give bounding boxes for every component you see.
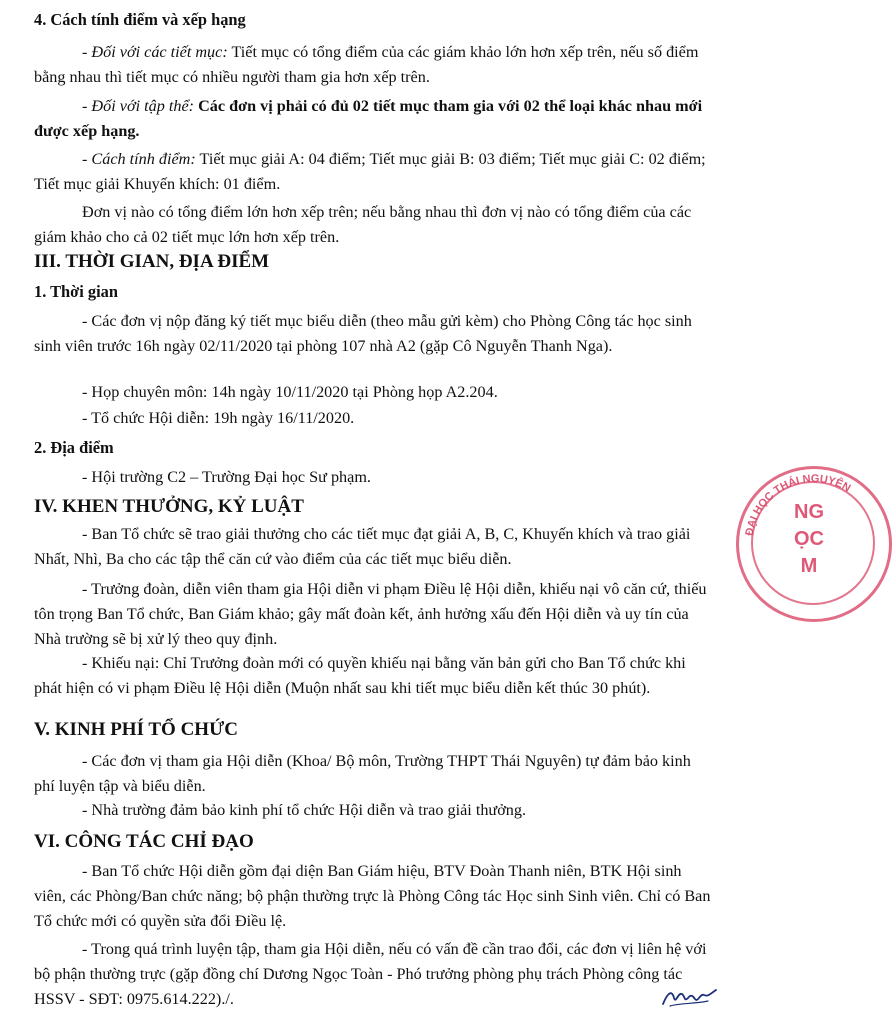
section-heading-scoring: 4. Cách tính điểm và xếp hạng <box>34 10 246 29</box>
paragraph-lead: - Đối với các tiết mục: <box>82 43 228 61</box>
paragraph-venue: - Hội trường C2 – Trường Đại học Sư phạm. <box>82 468 371 486</box>
paragraph-unit-funding: - Các đơn vị tham gia Hội diễn (Khoa/ Bộ môn, Trường THPT Thái Nguyên) tự đảm bảo kinh phí luyện tập và biểu diễn. <box>34 752 691 795</box>
stamp-center-text <box>759 499 859 580</box>
paragraph-awards: - Ban Tổ chức sẽ trao giải thưởng cho các tiết mục đạt giải A, B, C, Khuyến khích và trao giải Nhất, Nhì, Ba cho các tập thể căn cứ vào điểm của các tiết mục biểu diễn. <box>34 525 691 568</box>
stamp-line: ỌC <box>794 528 824 550</box>
paragraph-school-funding: - Nhà trường đảm bảo kinh phí tổ chức Hội diễn và trao giải thưởng. <box>82 801 526 819</box>
paragraph-text: Tiết mục giải A: 04 điểm; Tiết mục giải B: 03 điểm; Tiết mục giải C: 02 điểm; Tiết mục giải Khuyến khích: 01 điểm. <box>34 150 706 193</box>
stamp-line: NG <box>794 501 824 523</box>
stamp-line: M <box>800 555 818 577</box>
section-heading-time-place: III. THỜI GIAN, ĐỊA ĐIỂM <box>34 251 270 272</box>
paragraph-lead: - Cách tính điểm: <box>82 150 196 168</box>
section-heading-direction: VI. CÔNG TÁC CHỈ ĐẠO <box>34 831 254 852</box>
handwritten-signature <box>660 984 720 1010</box>
svg-text:ĐẠI HỌC THÁI NGUYÊN: ĐẠI HỌC THÁI NGUYÊN <box>743 472 853 537</box>
paragraph-lead: - Đối với tập thể: <box>82 97 195 115</box>
section-heading-rewards: IV. KHEN THƯỞNG, KỶ LUẬT <box>34 496 304 517</box>
paragraph-registration: - Các đơn vị nộp đăng ký tiết mục biểu diễn (theo mẫu gửi kèm) cho Phòng Công tác học sinh sinh viên trước 16h ngày 02/11/2020 tại phòng 107 nhà A2 (gặp Cô Nguyễn Thanh Nga). <box>34 312 692 355</box>
subheading-time: 1. Thời gian <box>34 282 118 301</box>
paragraph-complaints: - Khiếu nại: Chỉ Trưởng đoàn mới có quyền khiếu nại bằng văn bản gửi cho Ban Tổ chức khi phát hiện có vi phạm Điều lệ Hội diễn (Muộn nhất sau khi tiết mục biểu diễn kết thúc 30 phút). <box>34 654 686 697</box>
paragraph-text: Các đơn vị phải có đủ 02 tiết mục tham gia với 02 thể loại khác nhau mới được xếp hạng. <box>34 97 703 140</box>
paragraph-discipline: - Trưởng đoàn, diễn viên tham gia Hội diễn vi phạm Điều lệ Hội diễn, khiếu nại vô căn cứ, thiếu tôn trọng Ban Tổ chức, Ban Giám khảo; gây mất đoàn kết, ảnh hưởng xấu đến Hội diễn và uy tín của Nhà trường sẽ bị xử lý theo quy định. <box>34 580 707 648</box>
paragraph-scoring <box>34 147 714 197</box>
paragraph-organizing-committee: - Ban Tổ chức Hội diễn gồm đại diện Ban Giám hiệu, BTV Đoàn Thanh niên, BTK Hội sinh viên, các Phòng/Ban chức năng; bộ phận thường trực là Phòng Công tác Học sinh Sinh viên. Chỉ có Ban Tổ chức mới có quyền sửa đổi Điều lệ. <box>34 862 711 930</box>
paragraph-meeting: - Họp chuyên môn: 14h ngày 10/11/2020 tại Phòng họp A2.204. <box>82 383 498 401</box>
paragraph-collectives <box>34 94 714 144</box>
official-stamp <box>736 466 892 622</box>
paragraph-contact: - Trong quá trình luyện tập, tham gia Hội diễn, nếu có vấn đề cần trao đổi, các đơn vị liên hệ với bộ phận thường trực (gặp đồng chí Dương Ngọc Toàn - Phó trưởng phòng phụ trách Phòng công tác HSSV - SĐT: 0975.614.222)./. <box>34 940 707 1008</box>
paragraph-performances <box>34 40 714 90</box>
paragraph-event-time: - Tổ chức Hội diễn: 19h ngày 16/11/2020. <box>82 409 355 427</box>
section-heading-funding: V. KINH PHÍ TỔ CHỨC <box>34 719 238 740</box>
paragraph-text: Tiết mục có tổng điểm của các giám khảo lớn hơn xếp trên, nếu số điểm bằng nhau thì tiết mục có nhiều người tham gia hơn xếp trên. <box>34 43 699 86</box>
subheading-place: 2. Địa điểm <box>34 438 114 457</box>
paragraph-ranking: Đơn vị nào có tổng điểm lớn hơn xếp trên; nếu bằng nhau thì đơn vị nào có tổng điểm của các giám khảo cho cả 02 tiết mục lớn hơn xếp trên. <box>34 203 692 246</box>
